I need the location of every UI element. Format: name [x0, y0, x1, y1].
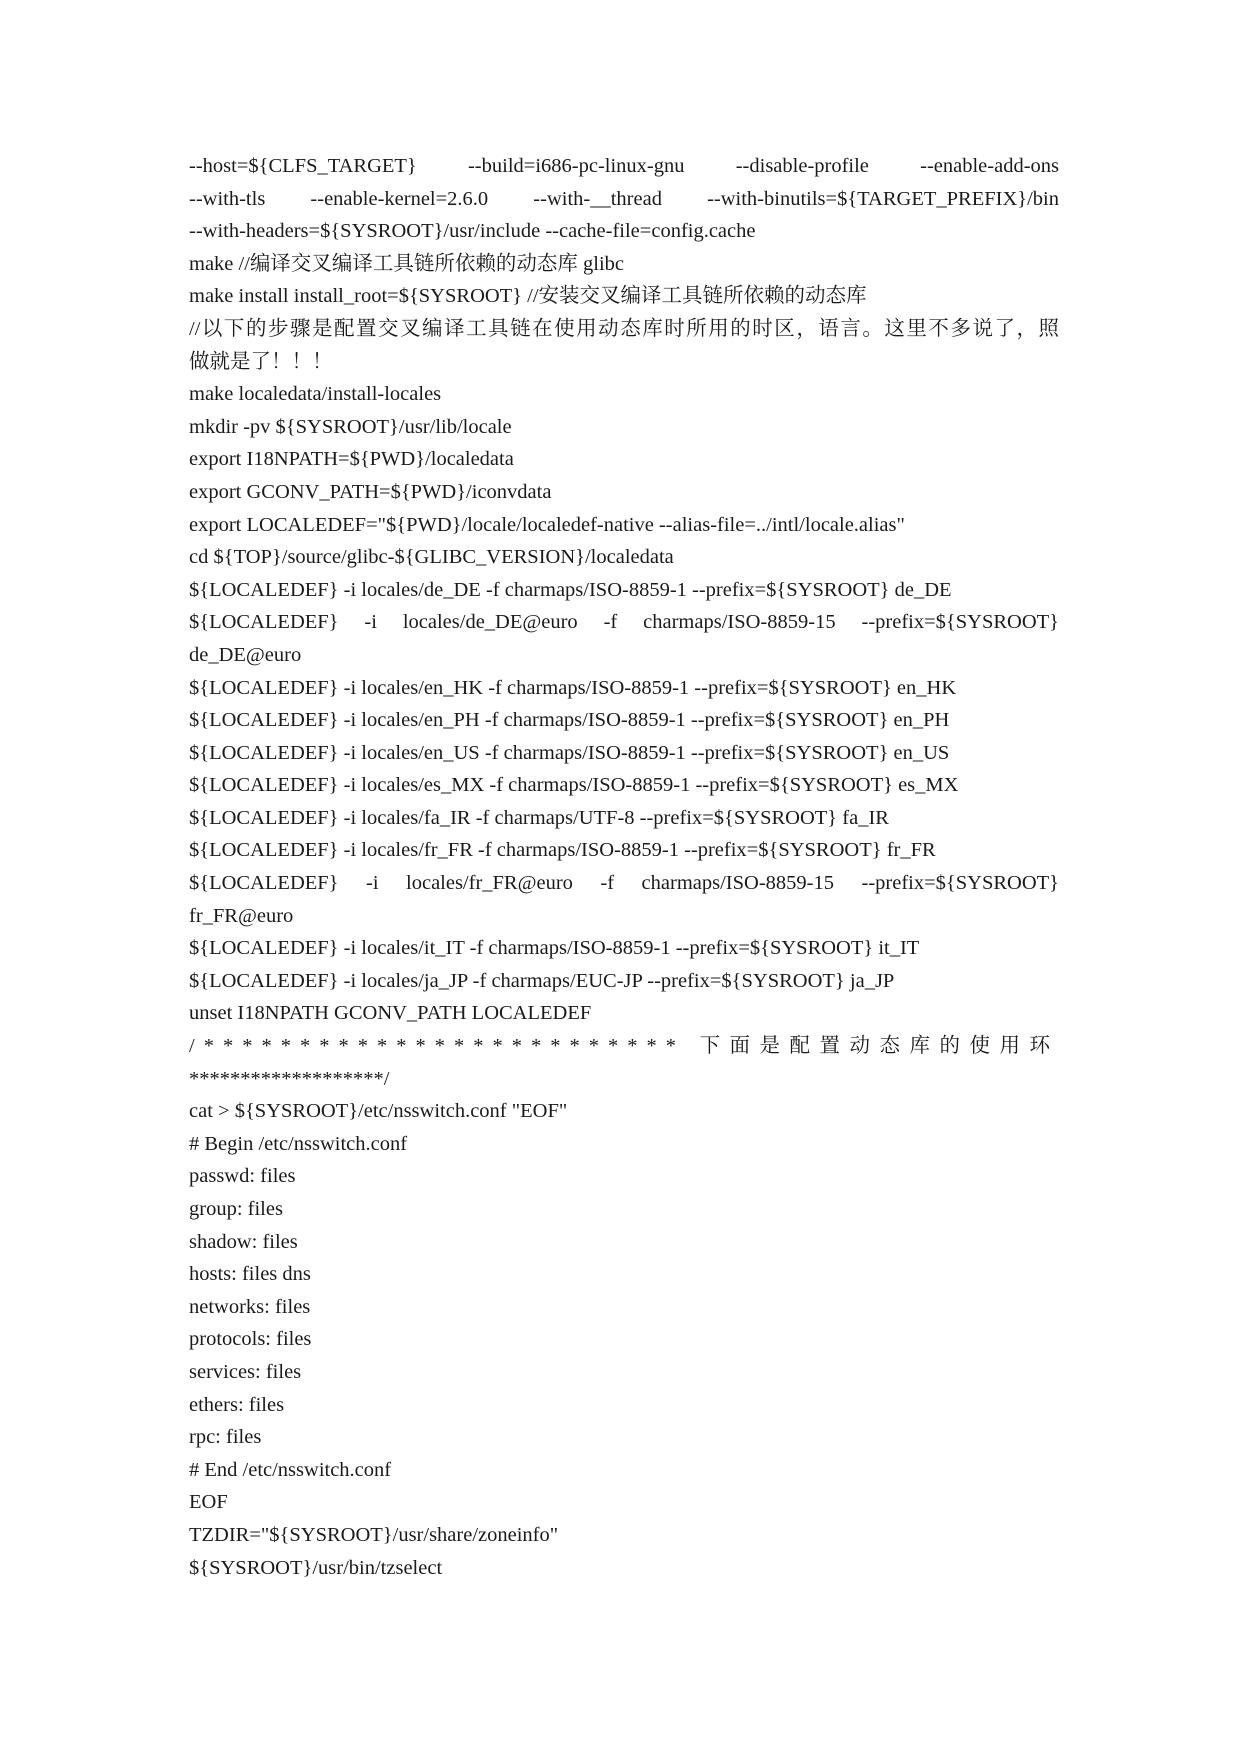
text-line: export LOCALEDEF="${PWD}/locale/localedef-native --alias-file=../intl/locale.alias" [189, 513, 905, 536]
text-line: networks: files [189, 1295, 311, 1318]
text-line: make //编译交叉编译工具链所依赖的动态库 glibc [189, 252, 625, 275]
text-line: ${LOCALEDEF} -i locales/it_IT -f charmaps/ISO-8859-1 --prefix=${SYSROOT} it_IT [189, 937, 920, 960]
text-line: ${SYSROOT}/usr/bin/tzselect [189, 1556, 443, 1579]
text-line: ${LOCALEDEF} -i locales/fr_FR -f charmaps/ISO-8859-1 --prefix=${SYSROOT} fr_FR [189, 839, 936, 862]
document-page [189, 150, 1059, 1584]
text-line: group: files [189, 1198, 283, 1220]
text-line: export GCONV_PATH=${PWD}/iconvdata [189, 480, 552, 503]
text-line: unset I18NPATH GCONV_PATH LOCALEDEF [189, 1002, 592, 1025]
text-line: ${LOCALEDEF} -i locales/fr_FR@euro -f charmaps/ISO-8859-15 --prefix=${SYSROOT} [189, 872, 1059, 895]
text-line: cat > ${SYSROOT}/etc/nsswitch.conf "EOF" [189, 1100, 568, 1123]
text-line: ${LOCALEDEF} -i locales/ja_JP -f charmaps/EUC-JP --prefix=${SYSROOT} ja_JP [189, 969, 895, 992]
text-line: make localedata/install-locales [189, 383, 442, 406]
text-line: EOF [189, 1491, 228, 1514]
text-line: protocols: files [189, 1328, 312, 1351]
text-line: ${LOCALEDEF} -i locales/en_HK -f charmaps/ISO-8859-1 --prefix=${SYSROOT} en_HK [189, 676, 957, 699]
text-line: ${LOCALEDEF} -i locales/fa_IR -f charmaps/UTF-8 --prefix=${SYSROOT} fa_IR [189, 806, 889, 829]
text-line: ${LOCALEDEF} -i locales/es_MX -f charmaps/ISO-8859-1 --prefix=${SYSROOT} es_MX [189, 774, 959, 797]
text-line: de_DE@euro [189, 643, 302, 666]
text-line: rpc: files [189, 1426, 262, 1449]
text-line: ethers: files [189, 1393, 285, 1416]
text-line: ${LOCALEDEF} -i locales/en_PH -f charmaps/ISO-8859-1 --prefix=${SYSROOT} en_PH [189, 709, 950, 732]
text-line: export I18NPATH=${PWD}/localedata [189, 448, 514, 471]
text-line: make install install_root=${SYSROOT} //安装交叉编译工具链所依赖的动态库 [189, 285, 867, 308]
text-line: services: files [189, 1360, 302, 1383]
text-line: ${LOCALEDEF} -i locales/en_US -f charmaps/ISO-8859-1 --prefix=${SYSROOT} en_US [189, 741, 950, 764]
text-line: --with-headers=${SYSROOT}/usr/include --cache-file=config.cache [189, 220, 756, 243]
text-line: --with-tls --enable-kernel=2.6.0 --with-__thread --with-binutils=${TARGET_PREFIX}/bin [189, 187, 1059, 210]
text-line: /************************* 下面是配置动态库的使用环 [189, 1035, 1059, 1058]
text-line: shadow: files [189, 1230, 298, 1253]
text-line: ${LOCALEDEF} -i locales/de_DE -f charmaps/ISO-8859-1 --prefix=${SYSROOT} de_DE [189, 578, 952, 601]
text-line: # End /etc/nsswitch.conf [189, 1458, 392, 1481]
text-line: *******************/ [189, 1067, 390, 1090]
text-line: hosts: files dns [189, 1263, 311, 1286]
text-line: --host=${CLFS_TARGET} --build=i686-pc-linux-gnu --disable-profile --enable-add-ons [189, 155, 1059, 177]
text-line: TZDIR="${SYSROOT}/usr/share/zoneinfo" [189, 1523, 559, 1546]
text-line: //以下的步骤是配置交叉编译工具链在使用动态库时所用的时区，语言。这里不多说了，照 [189, 317, 1059, 340]
text-line: passwd: files [189, 1165, 296, 1188]
text-line: mkdir -pv ${SYSROOT}/usr/lib/locale [189, 415, 512, 438]
text-line: fr_FR@euro [189, 904, 294, 927]
text-line: # Begin /etc/nsswitch.conf [189, 1132, 408, 1155]
text-line: cd ${TOP}/source/glibc-${GLIBC_VERSION}/localedata [189, 546, 674, 569]
text-line: 做就是了！！！ [189, 350, 333, 373]
text-line: ${LOCALEDEF} -i locales/de_DE@euro -f charmaps/ISO-8859-15 --prefix=${SYSROOT} [189, 611, 1059, 634]
